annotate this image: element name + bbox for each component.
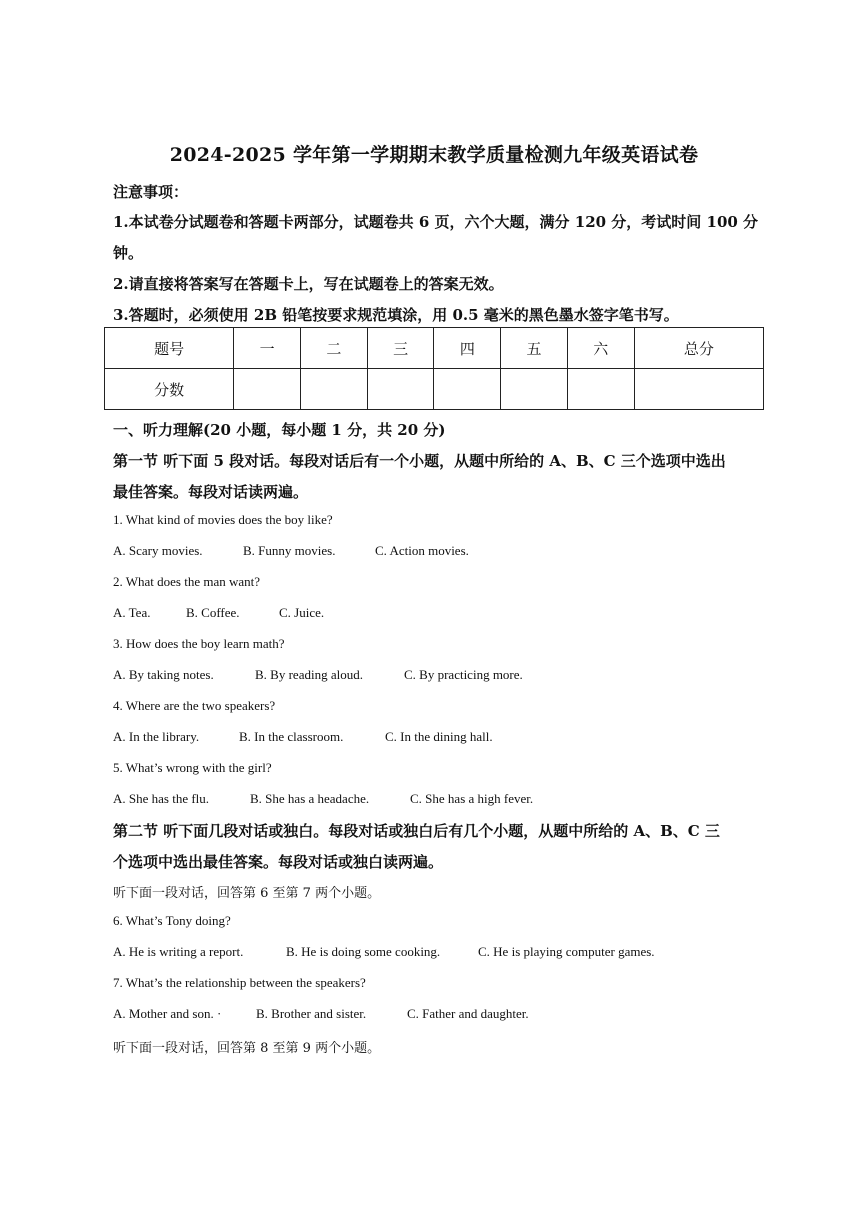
score-empty-cell bbox=[434, 369, 501, 410]
question-3-options bbox=[113, 667, 523, 683]
listening-hint-6-7: 听下面一段对话，回答第 6 至第 7 两个小题。 bbox=[113, 886, 381, 901]
score-row-label: 分数 bbox=[105, 369, 234, 410]
score-empty-cell bbox=[300, 369, 367, 410]
part-2-instructions-line-2: 个选项中选出最佳答案。每段对话或独白读两遍。 bbox=[113, 853, 444, 871]
option-a: A. By taking notes. bbox=[113, 667, 214, 682]
score-header-cell: 总分 bbox=[634, 328, 763, 369]
option-a: A. In the library. bbox=[113, 729, 200, 744]
option-b: B. He is doing some cooking. bbox=[286, 944, 441, 959]
option-c: C. Father and daughter. bbox=[407, 1006, 529, 1021]
question-6: 6. What’s Tony doing? bbox=[113, 913, 231, 928]
question-6-options bbox=[113, 944, 655, 960]
score-header-cell: 二 bbox=[300, 328, 367, 369]
score-table-score-row bbox=[105, 369, 764, 410]
question-3: 3. How does the boy learn math? bbox=[113, 636, 285, 651]
notes-heading: 注意事项： bbox=[113, 183, 189, 201]
page-title: 2024-2025 学年第一学期期末教学质量检测九年级英语试卷 bbox=[169, 144, 699, 166]
question-1-options bbox=[113, 543, 469, 559]
question-5: 5. What’s wrong with the girl? bbox=[113, 760, 272, 775]
option-b: B. She has a headache. bbox=[250, 791, 370, 806]
score-empty-cell bbox=[234, 369, 301, 410]
option-a: A. He is writing a report. bbox=[113, 944, 244, 959]
score-empty-cell bbox=[567, 369, 634, 410]
score-table-header-row bbox=[105, 328, 764, 369]
option-c: C. In the dining hall. bbox=[385, 729, 493, 744]
score-empty-cell bbox=[501, 369, 568, 410]
score-header-cell: 四 bbox=[434, 328, 501, 369]
question-7-options bbox=[113, 1006, 529, 1022]
question-2: 2. What does the man want? bbox=[113, 574, 261, 589]
question-7: 7. What’s the relationship between the speakers? bbox=[113, 975, 366, 990]
option-a: A. Mother and son. · bbox=[113, 1006, 222, 1021]
option-b: B. Coffee. bbox=[186, 605, 240, 620]
note-3: 3.答题时，必须使用 2B 铅笔按要求规范填涂，用 0.5 毫米的黑色墨水签字笔书写。 bbox=[113, 306, 679, 324]
score-empty-cell bbox=[367, 369, 434, 410]
score-empty-cell bbox=[634, 369, 763, 410]
option-b: B. Brother and sister. bbox=[256, 1006, 367, 1021]
question-4-options bbox=[113, 729, 493, 745]
option-c: C. He is playing computer games. bbox=[478, 944, 655, 959]
score-header-cell: 题号 bbox=[105, 328, 234, 369]
score-header-cell: 五 bbox=[501, 328, 568, 369]
option-c: C. By practicing more. bbox=[404, 667, 523, 682]
score-header-cell: 三 bbox=[367, 328, 434, 369]
option-b: B. By reading aloud. bbox=[255, 667, 363, 682]
note-1-line-2: 钟。 bbox=[113, 244, 144, 262]
option-a: A. Tea. bbox=[113, 605, 151, 620]
note-2: 2.请直接将答案写在答题卡上，写在试题卷上的答案无效。 bbox=[113, 275, 504, 293]
option-b: B. Funny movies. bbox=[243, 543, 336, 558]
part-1-instructions-line-2: 最佳答案。每段对话读两遍。 bbox=[113, 483, 309, 501]
option-a: A. Scary movies. bbox=[113, 543, 203, 558]
option-c: C. Juice. bbox=[279, 605, 325, 620]
option-c: C. She has a high fever. bbox=[410, 791, 534, 806]
question-5-options bbox=[113, 791, 533, 807]
option-c: C. Action movies. bbox=[375, 543, 469, 558]
note-1-line-1: 1.本试卷分试题卷和答题卡两部分，试题卷共 6 页，六个大题，满分 120 分，考试时间 100 分 bbox=[113, 213, 759, 231]
section-1-heading: 一、听力理解(20 小题，每小题 1 分，共 20 分) bbox=[113, 421, 446, 439]
option-b: B. In the classroom. bbox=[239, 729, 344, 744]
question-1: 1. What kind of movies does the boy like? bbox=[113, 512, 333, 527]
option-a: A. She has the flu. bbox=[113, 791, 210, 806]
score-table bbox=[104, 327, 764, 410]
question-2-options bbox=[113, 605, 324, 621]
listening-hint-8-9: 听下面一段对话，回答第 8 至第 9 两个小题。 bbox=[113, 1041, 381, 1056]
part-2-instructions-line-1: 第二节 听下面几段对话或独白。每段对话或独白后有几个小题，从题中所给的 A、B、C 三 bbox=[113, 822, 720, 840]
score-header-cell: 六 bbox=[567, 328, 634, 369]
question-4: 4. Where are the two speakers? bbox=[113, 698, 276, 713]
part-1-instructions-line-1: 第一节 听下面 5 段对话。每段对话后有一个小题，从题中所给的 A、B、C 三个选项中选出 bbox=[113, 452, 726, 470]
score-header-cell: 一 bbox=[234, 328, 301, 369]
